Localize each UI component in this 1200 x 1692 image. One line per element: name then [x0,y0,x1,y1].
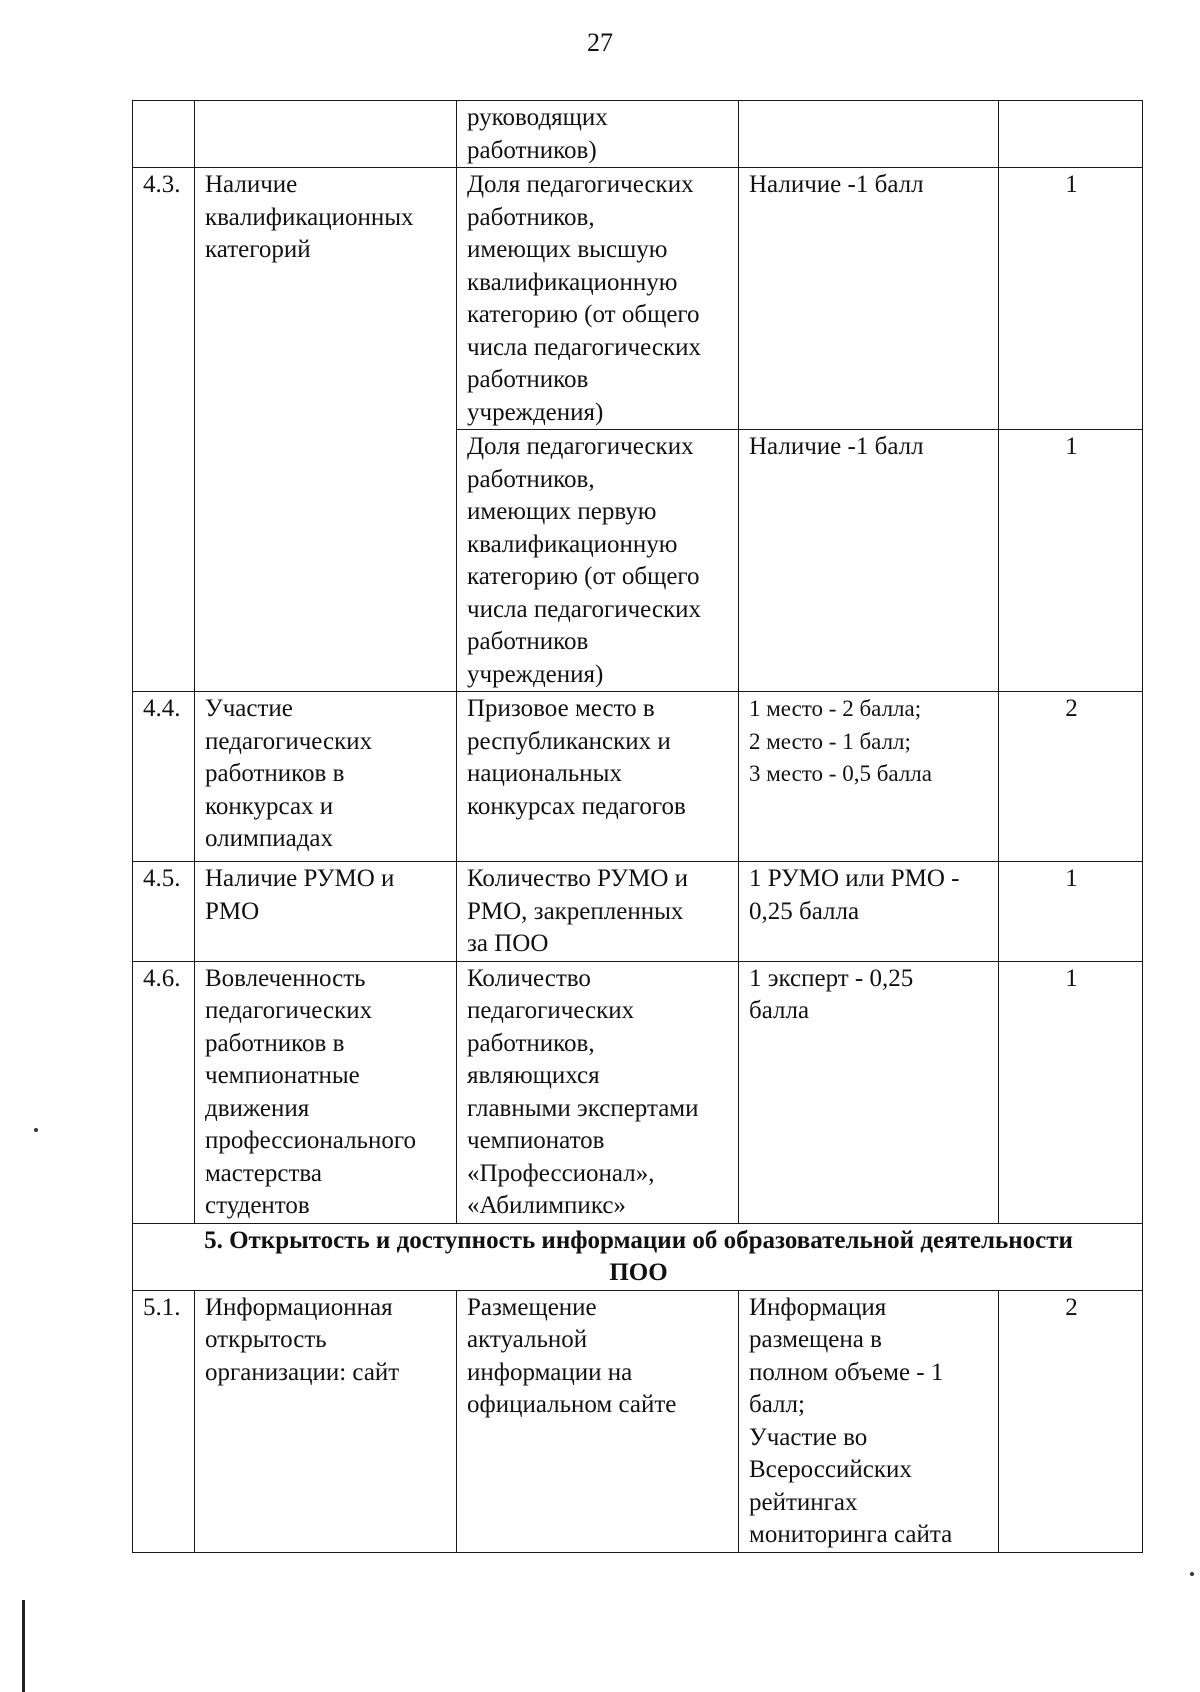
indicator-line: Количество РУМО и [467,865,689,892]
indicator-line: Призовое место в [467,695,655,722]
indicator-line: Доля педагогических [467,171,694,198]
table-row [133,101,1143,168]
criteria-table [132,100,1143,1553]
scale-line: мониторинга сайта [749,1521,953,1548]
points-cell: 1 [999,168,1143,430]
indicator-line: категорию (от общего [467,563,700,590]
table-row [133,692,1143,862]
section-title [133,1223,1143,1290]
scale-cell [739,862,999,962]
scale-cell [739,1290,999,1552]
criterion-line: Наличие РУМО и [205,865,395,892]
section-title-line: 5. Открытость и доступность информации об образовательной деятельности [204,1226,1073,1254]
indicator-line: числа педагогических [467,595,702,623]
scale-line: 1 место - 2 балла; [749,696,922,721]
criterion-line: Информационная [205,1293,393,1321]
scale-line: Участие во [749,1423,868,1451]
indicator-line: работников) [467,136,597,164]
scan-edge-mark [22,1600,25,1692]
indicator-cell [457,862,739,962]
table-row [133,961,1143,1223]
indicator-line: квалификационную [467,530,678,558]
scale-line: 2 место - 1 балл; [749,728,911,754]
criterion-line: движения [205,1094,310,1122]
scale-cell [739,101,999,168]
number-cell: 4.4. [133,692,195,862]
scale-line: рейтингах [749,1488,858,1516]
points-cell: 2 [999,692,1143,862]
criterion-line: РМО [205,897,260,925]
indicator-line: чемпионатов [467,1127,605,1154]
points-cell: 2 [999,1290,1143,1552]
scale-cell [739,692,999,862]
page-number: 27 [587,28,613,57]
criterion-line: работников в [205,1029,345,1057]
scale-line: полном объеме - 1 [749,1358,944,1386]
table-row [133,862,1143,962]
points-cell [999,101,1143,168]
section-header-row [133,1223,1143,1290]
criterion-line: студентов [205,1192,310,1219]
scale-cell: Наличие -1 балл [739,430,999,692]
criterion-line: категорий [205,236,311,263]
indicator-line: педагогических [467,997,635,1024]
indicator-line: категорию (от общего [467,301,700,328]
indicator-line: учреждения) [467,398,604,426]
criterion-line: профессионального [205,1127,416,1154]
indicator-line: имеющих первую [467,498,657,525]
indicator-line: учреждения) [467,660,604,688]
indicator-cell [457,101,739,168]
indicator-line: официальном сайте [467,1391,677,1418]
indicator-line: квалификационную [467,268,678,296]
indicator-cell [457,692,739,862]
criterion-line: Наличие [205,171,298,198]
criterion-cell [195,961,457,1223]
criterion-cell [195,168,457,692]
indicator-cell [457,1290,739,1552]
indicator-line: Количество [467,964,591,992]
table-row [133,1290,1143,1552]
scale-line: 3 место - 0,5 балла [749,761,932,786]
criterion-cell [195,101,457,168]
criterion-line: открытость [205,1326,327,1353]
criterion-line: Вовлеченность [205,964,366,992]
table-row [133,168,1143,430]
indicator-line: имеющих высшую [467,236,668,263]
scale-line: балл; [749,1391,805,1418]
number-cell: 5.1. [133,1290,195,1552]
scan-speck [1190,1572,1194,1576]
criterion-line: чемпионатные [205,1062,360,1089]
section-title-line: ПОО [609,1259,668,1286]
criterion-line: педагогических [205,997,373,1024]
criterion-line: работников в [205,760,345,787]
indicator-line: конкурсах педагогов [467,792,686,820]
criterion-line: организации: сайт [205,1358,400,1386]
scale-line: размещена в [749,1326,882,1353]
indicator-line: информации на [467,1358,633,1386]
points-cell: 1 [999,862,1143,962]
criterion-cell [195,692,457,862]
criterion-line: конкурсах и [205,792,334,820]
criterion-cell [195,1290,457,1552]
scale-line: 1 эксперт - 0,25 [749,964,914,992]
criterion-line: квалификационных [205,203,414,231]
scale-line: Всероссийских [749,1456,912,1483]
scan-speck [34,1128,38,1132]
indicator-line: республиканских и [467,727,671,755]
indicator-line: главными экспертами [467,1094,699,1122]
indicator-line: работников [467,366,589,393]
indicator-line: за ПОО [467,930,549,957]
indicator-line: работников, [467,1029,595,1057]
scale-line: балла [749,997,810,1024]
indicator-cell [457,430,739,692]
points-cell: 1 [999,430,1143,692]
indicator-line: руководящих [467,104,608,131]
indicator-line: работников, [467,203,595,231]
criterion-line: педагогических [205,727,373,755]
scale-line: 1 РУМО или РМО - [749,865,960,892]
indicator-line: Доля педагогических [467,433,694,460]
indicator-line: национальных [467,760,622,787]
scale-cell: Наличие -1 балл [739,168,999,430]
indicator-line: работников [467,628,589,655]
number-cell: 4.5. [133,862,195,962]
indicator-line: актуальной [467,1326,588,1353]
indicator-line: РМО, закрепленных [467,897,684,925]
scale-line: 0,25 балла [749,897,860,925]
criterion-line: олимпиадах [205,825,334,852]
scale-line: Информация [749,1293,887,1321]
indicator-cell [457,168,739,430]
indicator-line: «Абилимпикс» [467,1192,626,1219]
criterion-line: мастерства [205,1159,322,1187]
indicator-line: «Профессионал», [467,1159,655,1187]
indicator-line: являющихся [467,1062,600,1089]
indicator-cell [457,961,739,1223]
number-cell: 4.6. [133,961,195,1223]
criterion-line: Участие [205,695,293,722]
number-cell: 4.3. [133,168,195,692]
number-cell [133,101,195,168]
criterion-cell [195,862,457,962]
indicator-line: Размещение [467,1293,597,1321]
points-cell: 1 [999,961,1143,1223]
indicator-line: числа педагогических [467,333,702,361]
indicator-line: работников, [467,465,595,493]
scale-cell [739,961,999,1223]
